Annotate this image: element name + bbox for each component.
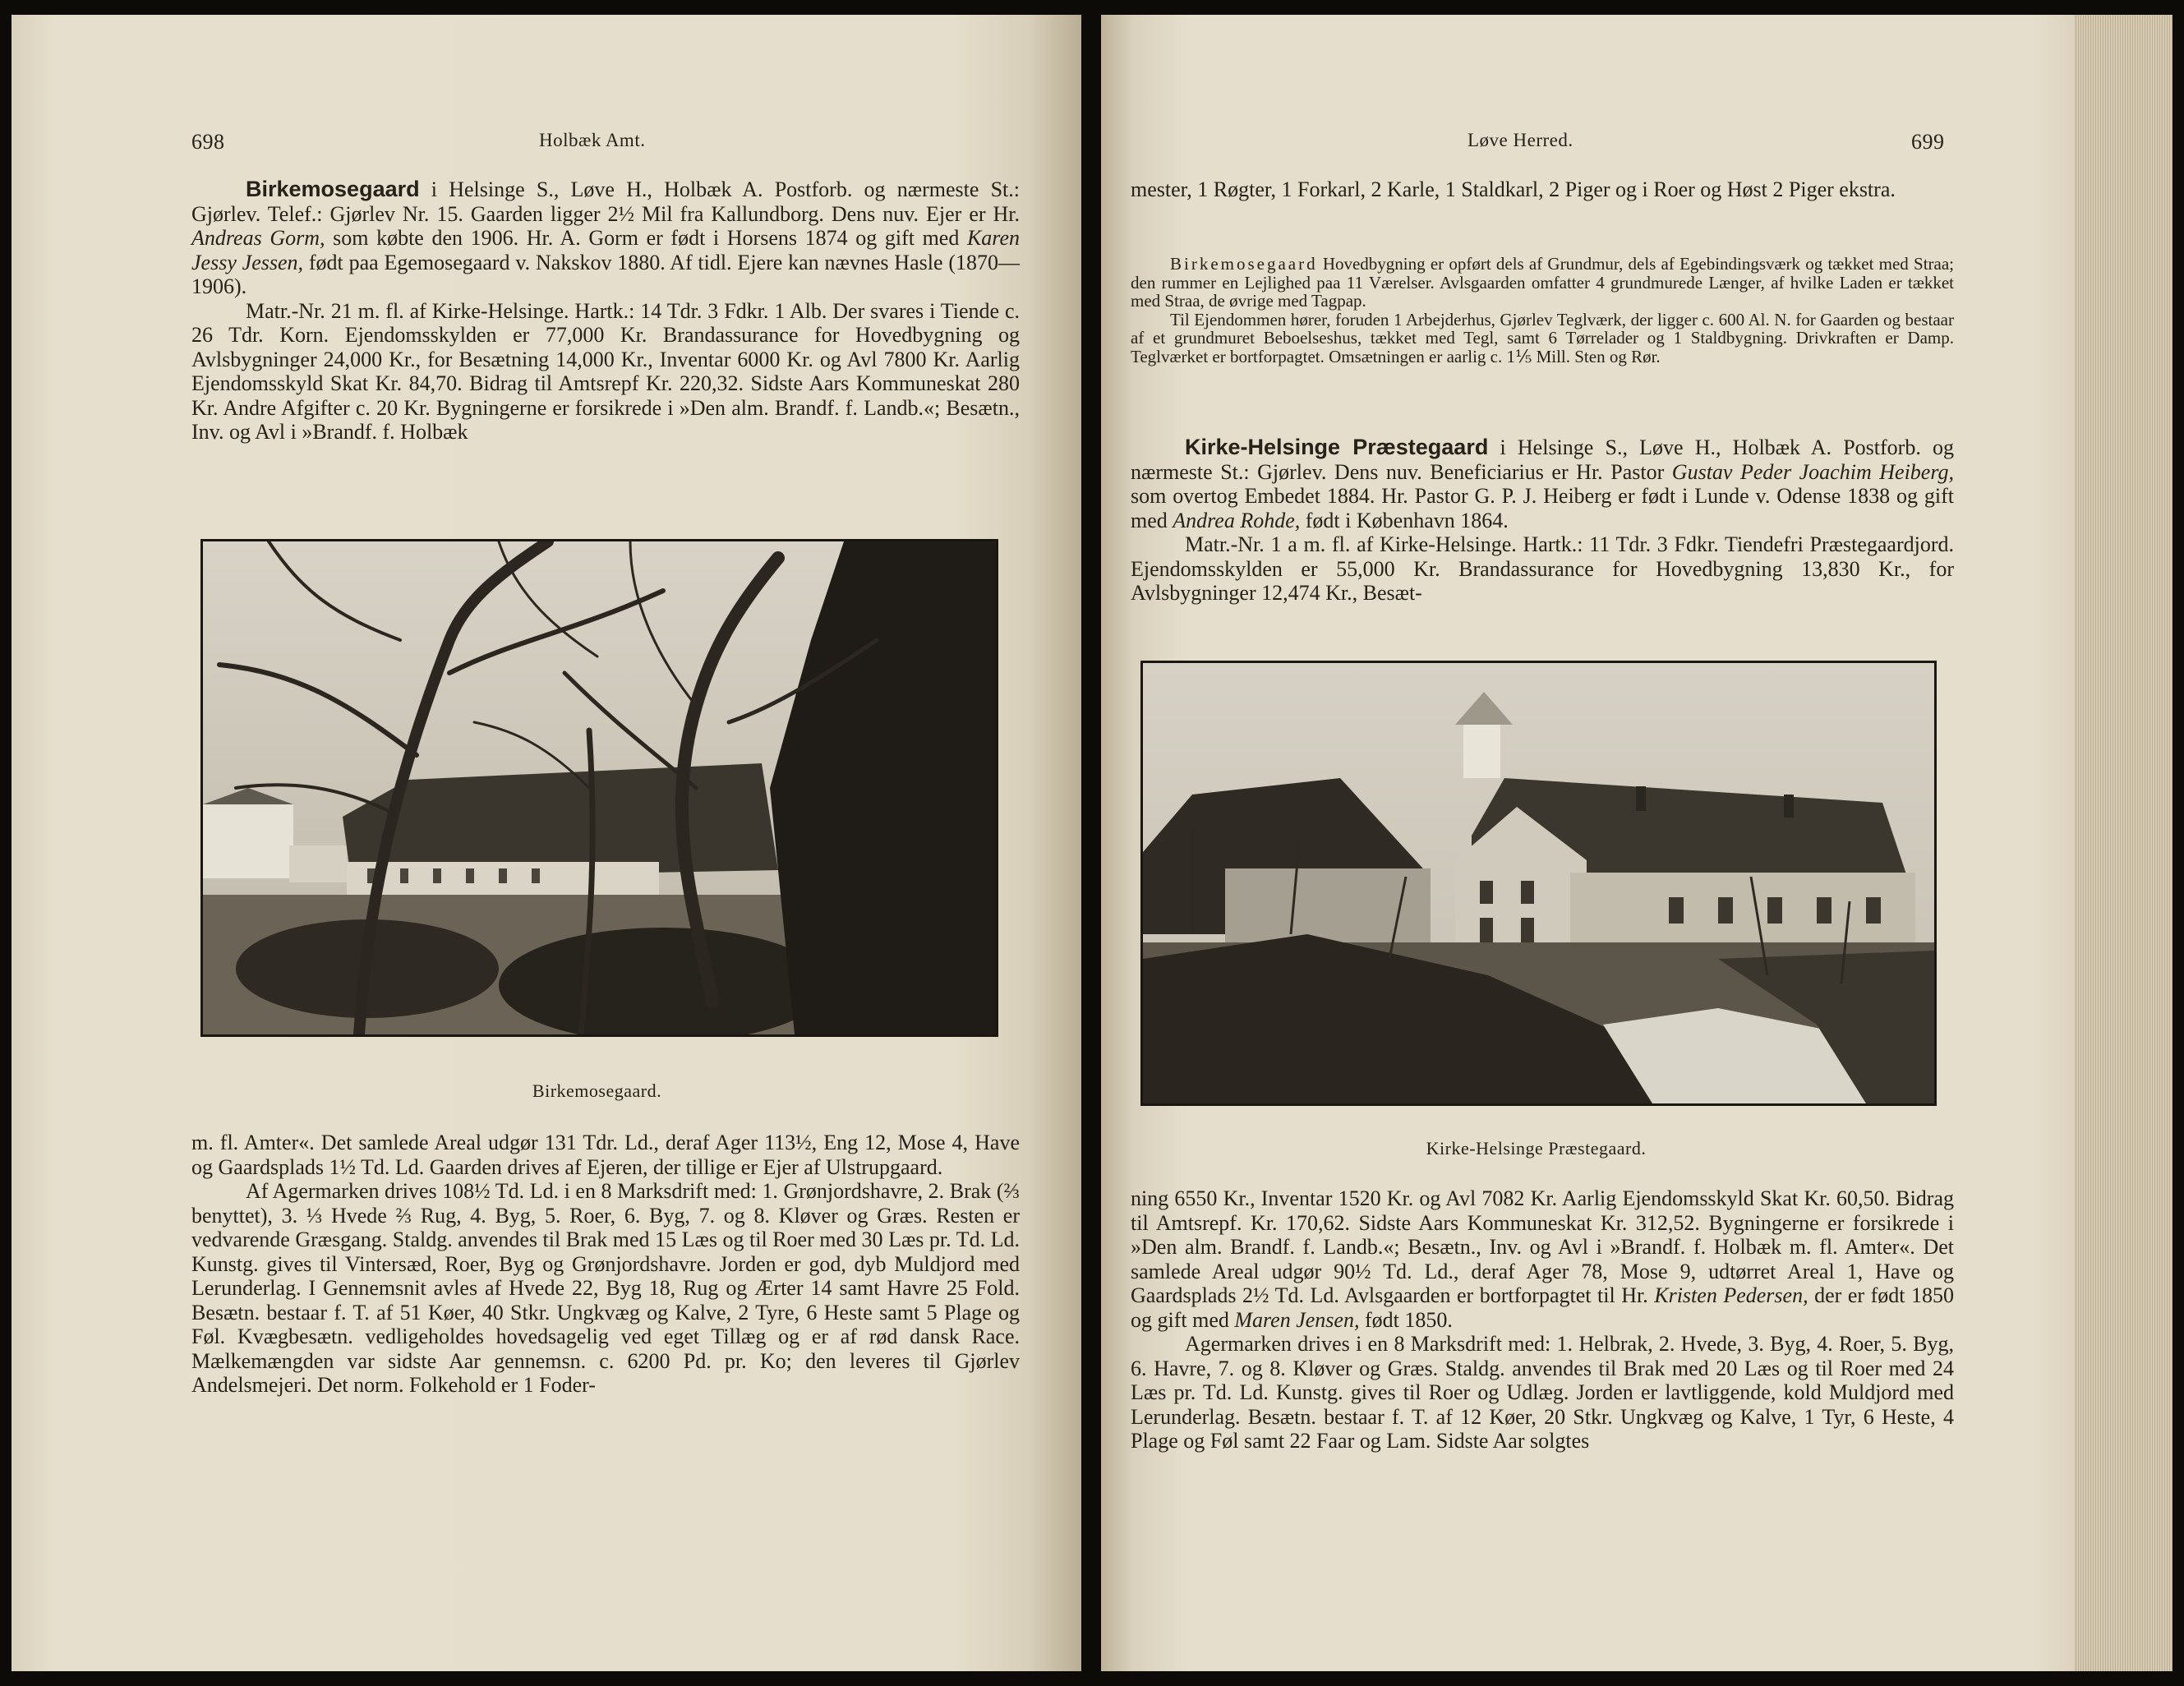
entry-text-top: Birkemosegaard i Helsinge S., Løve H., Holbæk A. Postforb. og nærmeste St.: Gjørlev. Telef.: Gjørlev Nr. 15. Gaarden ligger 2½ Mil fra Kallundborg. Dens nuv. Ejer er Hr. Andreas Gorm, som købte den 1906. Hr. A. Gorm er født i Horsens 1874 og gift med Karen Jessy Jessen, født paa Egemosegaard v. Nakskov 1880. Af tidl. Ejere kan nævnes Hasle (1870—1906). Matr.-Nr. 21 m. fl. af Kirke-Helsinge. Hartk.: 14 Tdr. 3 Fdkr. 1 Alb. Der svares i Tiende c. 26 Tdr. Korn. Ejendomsskylden er 77,000 Kr. Brandassurance for Hovedbygning og Avlsbygninger 24,000 Kr., for Besætning 14,000 Kr., Inventar 6000 Kr. og Avl 7800 Kr. Aarlig Ejendomsskyld Skat Kr. 84,70. Bidrag til Amtsrepf Kr. 220,32. Sidste Aars Kommuneskat 280 Kr. Andre Afgifter c. 20 Kr. Bygningerne er forsikrede i »Den alm. Brandf. f. Landb.«; Besætn., Inv. og Avl i »Brandf. f. Holbæk <box>191 177 1021 444</box>
tenant-wife-name: Maren Jensen, <box>1234 1307 1360 1332</box>
photo-caption: Birkemosegaard. <box>532 1080 662 1101</box>
right-page <box>1101 15 2172 1671</box>
page-edges <box>2074 15 2172 1671</box>
photo-birkemosegaard <box>200 539 998 1037</box>
small-print-block: Birkemosegaard Hovedbygning er opført dels af Grundmur, dels af Egebindingsværk og tækket med Straa; den rummer en Lejlighed paa 11 Værelser. Avlsgaarden omfatter 4 grundmurede Længer, af hvilke Laden er tækket med Straa, de øvrige med Tagpap. Til Ejendommen hører, foruden 1 Arbejderhus, Gjørlev Teglværk, der ligger c. 600 Al. N. for Gaarden og bestaar af et grundmuret Beboelseshus, tækket med Tegl, samt 6 Tørrelader og 1 Staldbygning. Drivkraften er Damp. Teglværket er bortforpagtet. Omsætningen er aarlig c. 1⅕ Mill. Sten og Rør. <box>1131 254 1954 366</box>
paragraph: Matr.-Nr. 1 a m. fl. af Kirke-Helsinge. Hartk.: 11 Tdr. 3 Fdkr. Tiendefri Præstegaardjord. Ejendomsskylden er 55,000 Kr. Brandassurance for Hovedbygning 13,830 Kr., for Avlsbygninger 12,474 Kr., Besæt- <box>1131 532 1954 605</box>
entry-title: Kirke-Helsinge Præstegaard <box>1185 435 1489 459</box>
entry-text-bottom: ning 6550 Kr., Inventar 1520 Kr. og Avl 7082 Kr. Aarlig Ejendomsskyld Skat Kr. 60,50. Bidrag til Amtsrepf. Kr. 170,62. Sidste Aars Kommuneskat Kr. 312,52. Bygningerne er forsikrede i »Den alm. Brandf. f. Landb.«; Besætn., Inv. og Avl i »Brandf. f. Holbæk m. fl. Amter«. Det samlede Areal udgør 90½ Td. Ld., deraf Ager 78, Mose 9, udtørret Areal 1, Have og Gaardsplads 2½ Td. Ld. Avlsgaarden er bortforpagtet til Hr. Kristen Pedersen, der er født 1850 og gift med Maren Jensen, født 1850. Agermarken drives i en 8 Marksdrift med: 1. Helbrak, 2. Hvede, 3. Byg, 4. Roer, 5. Byg, 6. Havre, 7. og 8. Kløver og Græs. Staldg. anvendes til Brak med 20 Læs og til Roer med 24 Læs pr. Td. Ld. Kunstg. gives til Roer og Udlæg. Jorden er lavtliggende, kold Muldjord med Lerunderlag. Besætn. bestaar f. T. af 12 Køer, 20 Stkr. Ungkvæg og Kalve, 1 Tyr, 6 Heste, 4 Plage og Føl samt 22 Faar og Lam. Sidste Aar solgtes <box>1131 1186 1955 1453</box>
wife-name: Karen Jessy Jessen, <box>191 226 1021 274</box>
entry-text-middle: Kirke-Helsinge Præstegaard i Helsinge S., Løve H., Holbæk A. Postforb. og nærmeste St.: Gjørlev. Dens nuv. Beneficiarius er Hr. Pastor Gustav Peder Joachim Heiberg, som overtog Embedet 1884. Hr. Pastor G. P. J. Heiberg er født i Lunde v. Odense 1838 og gift med Andrea Rohde, født i København 1864. Matr.-Nr. 1 a m. fl. af Kirke-Helsinge. Hartk.: 11 Tdr. 3 Fdkr. Tiendefri Præstegaardjord. Ejendomsskylden er 55,000 Kr. Brandassurance for Hovedbygning 13,830 Kr., for Avlsbygninger 12,474 Kr., Besæt- <box>1131 435 1955 605</box>
paragraph: m. fl. Amter«. Det samlede Areal udgør 131 Tdr. Ld., deraf Ager 113½, Eng 12, Mose 4, Have og Gaardsplads 1½ Td. Ld. Gaarden drives af Ejeren, der tillige er Ejer af Ulstrupgaard. <box>191 1131 1020 1179</box>
entry-title: Birkemosegaard <box>246 177 420 201</box>
page-number: 698 <box>191 130 225 154</box>
wife-name: Andrea Rohde, <box>1173 508 1301 532</box>
paragraph: mester, 1 Røgter, 1 Forkarl, 2 Karle, 1 Staldkarl, 2 Piger og i Roer og Høst 2 Piger ekstra. <box>1131 177 1896 201</box>
photo-caption: Kirke-Helsinge Præstegaard. <box>1426 1138 1647 1159</box>
entry-text-top <box>1131 177 1954 202</box>
running-head: Holbæk Amt. <box>539 130 646 150</box>
pastor-name: Gustav Peder Joachim Heiberg, <box>1671 459 1954 484</box>
small-print-title: Birkemosegaard <box>1170 254 1318 274</box>
paragraph: Agermarken drives i en 8 Marksdrift med: 1. Helbrak, 2. Hvede, 3. Byg, 4. Roer, 5. Byg, 6. Havre, 7. og 8. Kløver og Græs. Staldg. anvendes til Brak med 20 Læs og til Roer med 24 Læs pr. Td. Ld. Kunstg. gives til Roer og Udlæg. Jorden er lavtliggende, kold Muldjord med Lerunderlag. Besætn. bestaar f. T. af 12 Køer, 20 Stkr. Ungkvæg og Kalve, 1 Tyr, 6 Heste, 4 Plage og Føl samt 22 Faar og Lam. Sidste Aar solgtes <box>1131 1332 1954 1453</box>
entry-text-bottom <box>191 1131 1020 1398</box>
page-number: 699 <box>1911 130 1945 154</box>
paragraph: Til Ejendommen hører, foruden 1 Arbejderhus, Gjørlev Teglværk, der ligger c. 600 Al. N. for Gaarden og bestaar af et grundmuret Beboelseshus, tækket med Tegl, samt 6 Tørrelader og 1 Staldbygning. Drivkraften er Damp. Teglværket er bortforpagtet. Omsætningen er aarlig c. 1⅕ Mill. Sten og Rør. <box>1131 309 1954 366</box>
owner-name: Andreas Gorm, <box>191 226 325 250</box>
paragraph: Af Agermarken drives 108½ Td. Ld. i en 8 Marksdrift med: 1. Grønjordshavre, 2. Brak (⅔ benyttet), 3. ⅓ Hvede ⅔ Rug, 4. Byg, 5. Roer, 6. Byg, 7. og 8. Kløver og Græs. Resten er vedvarende Græsgang. Staldg. anvendes til Brak med 15 Læs og til Roer med 30 Læs pr. Td. Ld. Kunstg. gives til Vintersæd, Roer, Byg og Grønjordshavre. Jorden er god, dyb Muldjord med Lerunderlag. I Gennemsnit avles af Hvede 22, Byg 18, Rug og Ærter 14 samt Havre 25 Fold. Besætn. bestaar f. T. af 51 Køer, 40 Stkr. Ungkvæg og Kalve, 2 Tyre, 6 Heste samt 5 Plage og Føl. Kvægbesætn. vedligeholdes hovedsagelig ved eget Tillæg og er af rød dansk Race. Mælkemængden var sidste Aar gennemsn. c. 6200 Pd. pr. Ko; den leveres til Gjørlev Andelsmejeri. Det norm. Folkehold er 1 Foder- <box>191 1179 1020 1397</box>
tenant-name: Kristen Pedersen, <box>1654 1283 1808 1307</box>
paragraph: Matr.-Nr. 21 m. fl. af Kirke-Helsinge. Hartk.: 14 Tdr. 3 Fdkr. 1 Alb. Der svares i Tiende c. 26 Tdr. Korn. Ejendomsskylden er 77,000 Kr. Brandassurance for Hovedbygning og Avlsbygninger 24,000 Kr., for Besætning 14,000 Kr., Inventar 6000 Kr. og Avl 7800 Kr. Aarlig Ejendomsskyld Skat Kr. 84,70. Bidrag til Amtsrepf Kr. 220,32. Sidste Aars Kommuneskat 280 Kr. Andre Afgifter c. 20 Kr. Bygningerne er forsikrede i »Den alm. Brandf. f. Landb.«; Besætn., Inv. og Avl i »Brandf. f. Holbæk <box>191 298 1020 444</box>
photo-kirke-helsinge-praestegaard <box>1140 661 1937 1106</box>
left-page <box>12 15 1081 1671</box>
running-head: Løve Herred. <box>1468 130 1573 150</box>
